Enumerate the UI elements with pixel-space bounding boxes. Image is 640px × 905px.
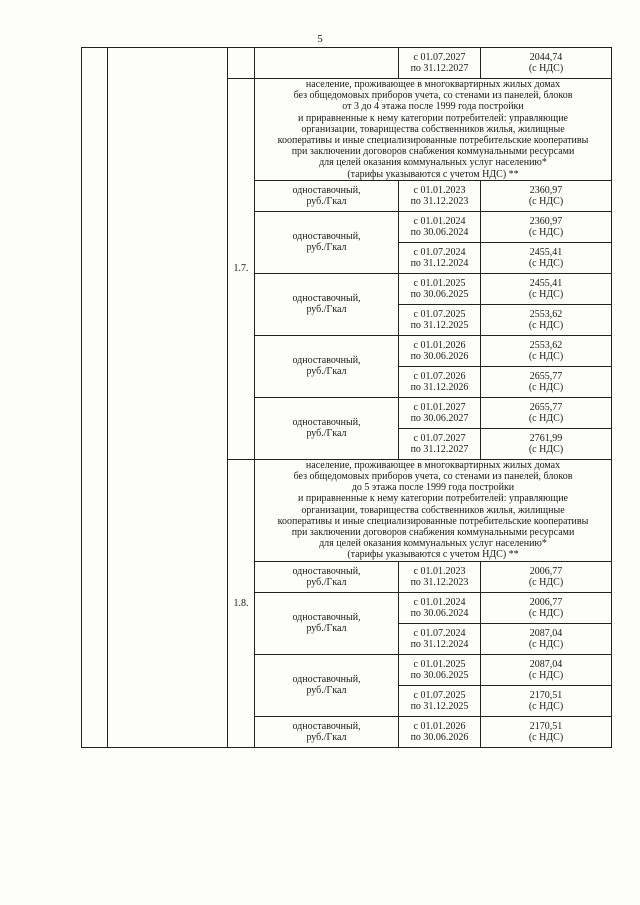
text-line: по 30.06.2024 [410, 607, 469, 619]
text-line: руб./Гкал [306, 195, 347, 207]
text-line: с 01.01.2027 [413, 401, 466, 413]
tariff-value-cell [481, 716, 612, 747]
section-description [255, 459, 612, 561]
text-line: по 30.06.2026 [410, 731, 469, 743]
period-cell [399, 716, 481, 747]
period-cell [399, 180, 481, 211]
period-cell [399, 623, 481, 654]
period-cell [399, 561, 481, 592]
text-line: с 01.01.2024 [413, 596, 466, 608]
text-line: (с НДС) [528, 63, 564, 74]
text-line: с 01.01.2025 [413, 277, 466, 289]
text-line: с 01.01.2025 [413, 658, 466, 670]
text-line: по 31.12.2027 [410, 443, 469, 455]
text-line: по 31.12.2024 [410, 638, 469, 650]
text-line: одноставочный, [292, 720, 361, 732]
tariff-type-cell [255, 211, 399, 273]
text-line: по 31.12.2026 [410, 381, 469, 393]
text-line: одноставочный, [292, 612, 361, 624]
tariff-value-cell [481, 623, 612, 654]
tariff-value-cell [481, 592, 612, 623]
blank-cell [255, 48, 399, 79]
text-line: по 31.12.2023 [410, 195, 469, 207]
text-line: (с НДС) [528, 700, 564, 712]
tariff-value-cell [481, 273, 612, 304]
text-line: руб./Гкал [306, 623, 347, 635]
period-cell [399, 366, 481, 397]
text-line: 2170,51 [529, 720, 563, 732]
text-line: 2455,41 [529, 277, 563, 289]
tariff-value-cell [481, 428, 612, 459]
text-line: руб./Гкал [306, 242, 347, 254]
blank-cell [228, 48, 255, 79]
text-line: с 01.07.2027 [413, 432, 466, 444]
text-line: (с НДС) [528, 443, 564, 455]
text-line: 2170,51 [529, 689, 563, 701]
text-line: по 30.06.2025 [410, 669, 469, 681]
text-line: с 01.07.2024 [413, 627, 466, 639]
text-line: с 01.07.2027 [413, 52, 466, 63]
text-line: (с НДС) [528, 412, 564, 424]
period-cell [399, 685, 481, 716]
text-line: с 01.07.2024 [413, 246, 466, 258]
text-line: 2087,04 [529, 658, 563, 670]
table-row [82, 48, 612, 79]
tariff-value-cell [481, 211, 612, 242]
text-line: (с НДС) [528, 288, 564, 300]
text-line: 2087,04 [529, 627, 563, 639]
text-line: при заключении договоров снабжения коммунальными ресурсами [291, 527, 575, 539]
text-line: одноставочный, [292, 231, 361, 243]
text-line: 2655,77 [529, 370, 563, 382]
period-cell [399, 654, 481, 685]
page-number: 5 [317, 33, 323, 45]
text-line: 2553,62 [529, 339, 563, 351]
text-line: с 01.01.2026 [413, 720, 466, 732]
text-line: без общедомовых приборов учета, со стенами из панелей, блоков [293, 471, 573, 483]
text-line: и приравненные к нему категории потребителей: управляющие [298, 112, 568, 124]
text-line: 2655,77 [529, 401, 563, 413]
text-line: с 01.07.2025 [413, 308, 466, 320]
text-line: (с НДС) [528, 731, 564, 743]
text-line: население, проживающее в многоквартирных жилых домах [305, 459, 561, 471]
tariff-value-cell [481, 304, 612, 335]
text-line: с 01.07.2025 [413, 689, 466, 701]
text-line: (с НДС) [528, 576, 564, 588]
text-line: для целей оказания коммунальных услуг населению* [319, 538, 547, 550]
text-line: (тарифы указываются с учетом НДС) ** [347, 168, 519, 180]
section-number: 1.8. [228, 459, 255, 747]
period-cell [399, 592, 481, 623]
tariff-type-cell [255, 180, 399, 211]
period-cell [399, 273, 481, 304]
tariff-value-cell [481, 48, 612, 79]
text-line: с 01.01.2023 [413, 184, 466, 196]
tariff-value-cell [481, 180, 612, 211]
text-line: по 31.12.2027 [410, 63, 469, 74]
tariff-value-cell [481, 685, 612, 716]
text-line: по 30.06.2026 [410, 350, 469, 362]
tariff-type-cell [255, 654, 399, 716]
text-line: (с НДС) [528, 257, 564, 269]
tariff-value-cell [481, 397, 612, 428]
text-line: (тарифы указываются с учетом НДС) ** [347, 549, 519, 561]
period-cell [399, 242, 481, 273]
text-line: руб./Гкал [306, 366, 347, 378]
text-line: организации, товарищества собственников жилья, жилищные [301, 123, 565, 135]
text-line: (с НДС) [528, 638, 564, 650]
period-cell [399, 211, 481, 242]
text-line: 2553,62 [529, 308, 563, 320]
text-line: одноставочный, [292, 184, 361, 196]
tariff-table [81, 47, 612, 748]
text-line: с 01.01.2023 [413, 565, 466, 577]
text-line: при заключении договоров снабжения коммунальными ресурсами [291, 146, 575, 158]
text-line: (с НДС) [528, 669, 564, 681]
text-line: руб./Гкал [306, 685, 347, 697]
text-line: по 30.06.2024 [410, 226, 469, 238]
text-line: (с НДС) [528, 319, 564, 331]
tariff-table-body [82, 48, 612, 748]
period-cell [399, 304, 481, 335]
text-line: 2006,77 [529, 596, 563, 608]
text-line: до 5 этажа после 1999 года постройки [351, 482, 515, 494]
tariff-value-cell [481, 242, 612, 273]
text-line: и приравненные к нему категории потребителей: управляющие [298, 493, 568, 505]
text-line: руб./Гкал [306, 731, 347, 743]
text-line: по 31.12.2023 [410, 576, 469, 588]
text-line: 2455,41 [529, 246, 563, 258]
text-line: без общедомовых приборов учета, со стенами из панелей, блоков [293, 90, 573, 102]
period-cell [399, 428, 481, 459]
tariff-value-cell [481, 366, 612, 397]
text-line: (с НДС) [528, 195, 564, 207]
text-line: руб./Гкал [306, 576, 347, 588]
text-line: по 30.06.2027 [410, 412, 469, 424]
text-line: одноставочный, [292, 417, 361, 429]
text-line: по 30.06.2025 [410, 288, 469, 300]
text-line: организации, товарищества собственников жилья, жилищные [301, 504, 565, 516]
text-line: руб./Гкал [306, 428, 347, 440]
tariff-type-cell [255, 397, 399, 459]
text-line: (с НДС) [528, 381, 564, 393]
text-line: одноставочный, [292, 674, 361, 686]
period-cell [399, 335, 481, 366]
text-line: одноставочный, [292, 293, 361, 305]
text-line: от 3 до 4 этажа после 1999 года постройки [342, 101, 524, 113]
tariff-type-cell [255, 716, 399, 747]
text-line: по 31.12.2024 [410, 257, 469, 269]
blank-cell [108, 48, 228, 748]
text-line: одноставочный, [292, 565, 361, 577]
tariff-type-cell [255, 273, 399, 335]
blank-cell [82, 48, 108, 748]
text-line: по 31.12.2025 [410, 700, 469, 712]
text-line: население, проживающее в многоквартирных жилых домах [305, 79, 561, 90]
text-line: кооперативы и иные специализированные потребительские кооперативы [277, 135, 589, 147]
text-line: с 01.01.2026 [413, 339, 466, 351]
period-cell [399, 48, 481, 79]
text-line: (с НДС) [528, 607, 564, 619]
text-line: 2360,97 [529, 184, 563, 196]
text-line: 2360,97 [529, 215, 563, 227]
tariff-type-cell [255, 561, 399, 592]
period-cell [399, 397, 481, 428]
text-line: руб./Гкал [306, 304, 347, 316]
text-line: одноставочный, [292, 355, 361, 367]
section-number: 1.7. [228, 79, 255, 460]
tariff-value-cell [481, 335, 612, 366]
section-description [255, 79, 612, 181]
tariff-type-cell [255, 335, 399, 397]
text-line: с 01.01.2024 [413, 215, 466, 227]
tariff-value-cell [481, 654, 612, 685]
text-line: с 01.07.2026 [413, 370, 466, 382]
text-line: для целей оказания коммунальных услуг населению* [319, 157, 547, 169]
text-line: 2006,77 [529, 565, 563, 577]
text-line: 2044,74 [529, 52, 563, 63]
text-line: по 31.12.2025 [410, 319, 469, 331]
text-line: (с НДС) [528, 226, 564, 238]
text-line: (с НДС) [528, 350, 564, 362]
text-line: 2761,99 [529, 432, 563, 444]
tariff-type-cell [255, 592, 399, 654]
tariff-value-cell [481, 561, 612, 592]
text-line: кооперативы и иные специализированные потребительские кооперативы [277, 515, 589, 527]
